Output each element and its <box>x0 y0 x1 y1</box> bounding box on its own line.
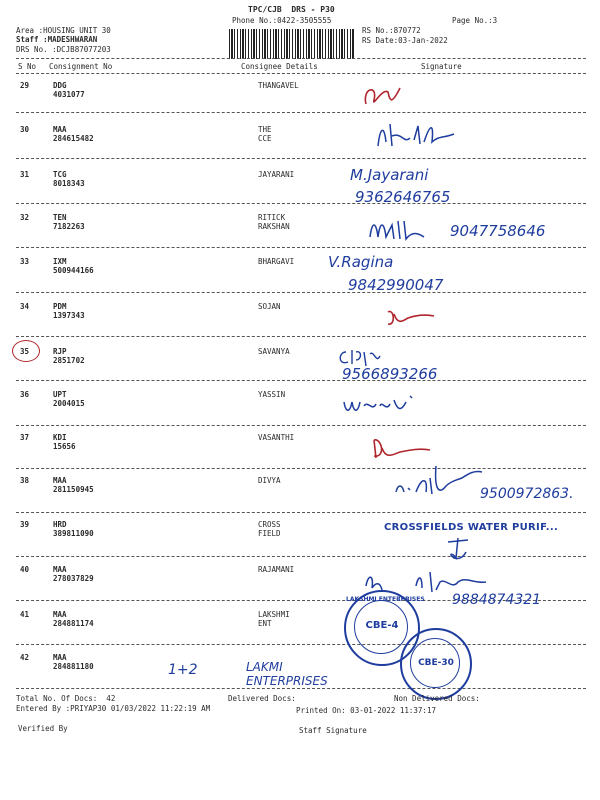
row-consignment: IXM 500944166 <box>53 257 94 275</box>
barcode-image <box>229 29 354 59</box>
signature-row-34 <box>384 304 444 330</box>
rs-date: RS Date:03-Jan-2022 <box>362 36 448 45</box>
row-consignee: SAVANYA <box>258 347 290 356</box>
entered-by: Entered By :PRIYAP30 01/03/2022 11:22:19 AM <box>16 704 211 713</box>
divider <box>16 58 586 59</box>
divider <box>16 73 586 74</box>
row-consignment: TCG 8018343 <box>53 170 85 188</box>
row-sno: 33 <box>20 257 30 266</box>
row-consignee: JAYARANI <box>258 170 295 179</box>
verified-by-label: Verified By <box>18 724 68 733</box>
handwritten-phone: 9500972863. <box>480 486 574 502</box>
handwritten-phone: 9884874321 <box>452 592 542 608</box>
row-consignee: BHARGAVI <box>258 257 295 266</box>
row-divider <box>16 292 586 293</box>
row-consignment: PDM 1397343 <box>53 302 85 320</box>
row-divider <box>16 380 586 381</box>
row-consignment: HRD 389811090 <box>53 520 94 538</box>
row-divider <box>16 158 586 159</box>
area-label: Area :HOUSING UNIT 30 <box>16 26 111 35</box>
handwritten-company: LAKMI ENTERPRISES <box>246 660 328 688</box>
row-consignment: TEN 7182263 <box>53 213 85 231</box>
row-sno: 41 <box>20 610 30 619</box>
row-divider <box>16 336 586 337</box>
row-consignee: LAKSHMI ENT <box>258 610 290 628</box>
row-sno: 38 <box>20 476 30 485</box>
row-consignee: THE CCE <box>258 125 272 143</box>
row-consignment: MAA 284615482 <box>53 125 94 143</box>
non-delivered-docs: Non Delivered Docs: <box>394 694 480 703</box>
document-title: TPC/CJB DRS - P30 <box>248 5 335 14</box>
row-sno: 37 <box>20 433 30 442</box>
row-sno: 31 <box>20 170 30 179</box>
row-consignee: RITICK RAKSHAN <box>258 213 290 231</box>
column-sno: S No <box>18 62 37 71</box>
column-consignee: Consignee Details <box>241 62 318 71</box>
row-divider <box>16 688 586 689</box>
handwritten-phone: 9566893266 <box>342 365 438 383</box>
signature-row-32 <box>366 215 446 245</box>
printed-on: Printed On: 03-01-2022 11:37:17 <box>296 706 436 715</box>
page-number: Page No.:3 <box>452 16 498 25</box>
handwritten-count: 1+2 <box>168 662 198 678</box>
staff-label: Staff :MADESHWARAN <box>16 35 98 44</box>
row-consignee: YASSIN <box>258 390 286 399</box>
stamp-outer-text: LAKSHMI ENTERPRISES <box>346 596 425 603</box>
round-stamp <box>400 628 472 700</box>
stamp-inner-text: CBE-4 <box>365 620 399 631</box>
row-sno: 39 <box>20 520 30 529</box>
row-consignee: RAJAMANI <box>258 565 295 574</box>
row-consignment: UPT 2004015 <box>53 390 85 408</box>
row-divider <box>16 644 586 645</box>
row-consignee: CROSS FIELD <box>258 520 281 538</box>
company-stamp: CROSSFIELDS WATER PURIF... <box>384 522 559 533</box>
signature-row-39 <box>444 534 474 562</box>
row-consignment: KDI 15656 <box>53 433 76 451</box>
row-sno: 36 <box>20 390 30 399</box>
phone-number: Phone No.:0422-3505555 <box>232 16 332 25</box>
rs-number: RS No.:870772 <box>362 26 421 35</box>
row-divider <box>16 247 586 248</box>
row-sno: 42 <box>20 653 30 662</box>
row-divider <box>16 468 586 469</box>
row-consignee: SOJAN <box>258 302 281 311</box>
row-sno: 34 <box>20 302 30 311</box>
row-sno: 40 <box>20 565 30 574</box>
signature-row-29 <box>360 82 410 112</box>
handwritten-phone: 9047758646 <box>450 222 546 240</box>
handwritten-phone: 9842990047 <box>348 276 444 294</box>
row-consignment: RJP 2851702 <box>53 347 85 365</box>
row-consignment: DDG 4031077 <box>53 81 85 99</box>
stamp-inner-text: CBE-30 <box>418 658 454 668</box>
row-divider <box>16 425 586 426</box>
column-signature: Signature <box>421 62 462 71</box>
row-consignment: MAA 284881174 <box>53 610 94 628</box>
row-consignee: THANGAVEL <box>258 81 299 90</box>
row-sno: 35 <box>20 347 30 356</box>
row-consignment: MAA 281150945 <box>53 476 94 494</box>
drs-number: DRS No. :DCJB87077203 <box>16 45 111 54</box>
row-consignee: DIVYA <box>258 476 281 485</box>
highlight-circle <box>12 340 40 362</box>
row-divider <box>16 512 586 513</box>
row-divider <box>16 112 586 113</box>
row-sno: 30 <box>20 125 30 134</box>
row-divider <box>16 203 586 204</box>
handwritten-phone: 9362646765 <box>355 188 451 206</box>
total-docs: Total No. Of Docs: 42 <box>16 694 116 703</box>
row-sno: 32 <box>20 213 30 222</box>
column-consignment: Consignment No <box>49 62 113 71</box>
delivered-docs: Delivered Docs: <box>228 694 296 703</box>
handwritten-name: V.Ragina <box>328 253 394 271</box>
signature-row-36 <box>340 392 420 416</box>
handwritten-name: M.Jayarani <box>350 166 429 184</box>
row-divider <box>16 556 586 557</box>
row-sno: 29 <box>20 81 30 90</box>
row-consignee: VASANTHI <box>258 433 295 442</box>
signature-row-38 <box>392 462 492 498</box>
row-consignment: MAA 278037829 <box>53 565 94 583</box>
signature-row-30 <box>374 118 464 152</box>
staff-signature-label: Staff Signature <box>299 726 367 735</box>
row-consignment: MAA 284881180 <box>53 653 94 671</box>
